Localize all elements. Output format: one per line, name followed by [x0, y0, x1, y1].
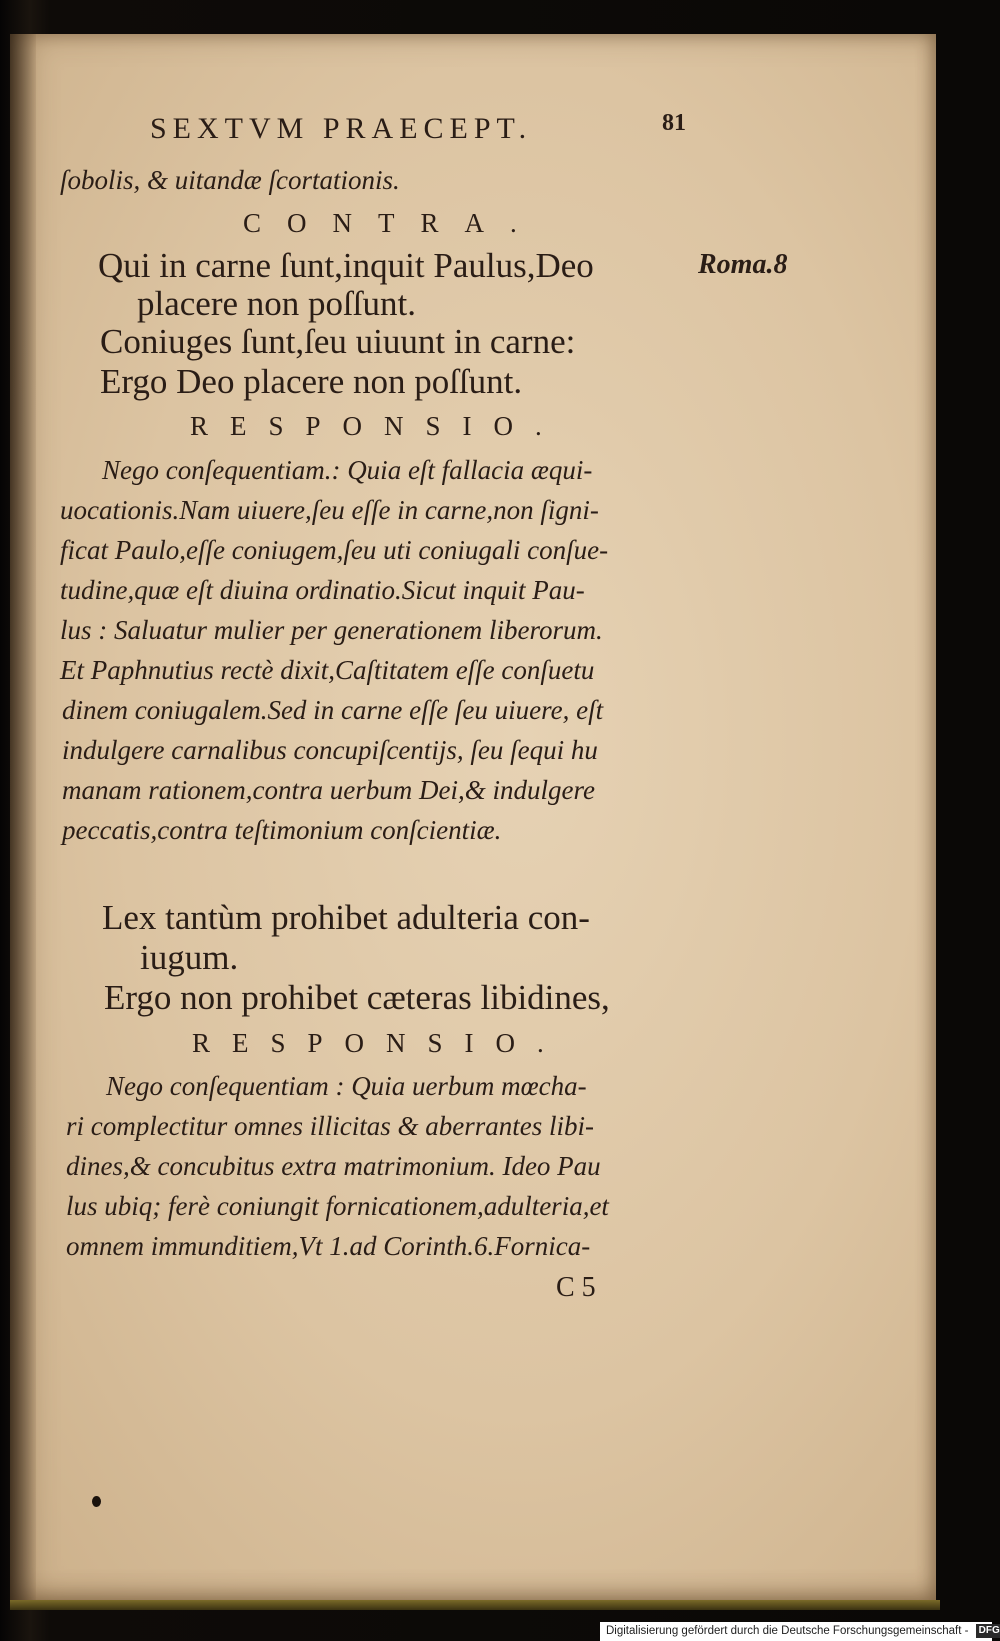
text-line: omnem immunditiem,Vt 1.ad Corinth.6.Fornica-	[66, 1231, 591, 1261]
text-line: iugum.	[140, 938, 239, 977]
text-line: Nego conſequentiam : Quia uerbum mœcha-	[106, 1071, 587, 1101]
text-line: ri complectitur omnes illicitas & aberrantes libi-	[66, 1111, 594, 1141]
text-line: Nego conſequentiam.: Quia eſt fallacia æqui-	[102, 455, 593, 485]
text-line: dinem coniugalem.Sed in carne eſſe ſeu uiuere, eſt	[62, 695, 604, 725]
section-heading: CONTRA.	[243, 208, 543, 238]
page-gutter-shadow	[10, 34, 36, 1602]
text-line: uocationis.Nam uiuere,ſeu eſſe in carne,non ſigni-	[60, 495, 599, 525]
page-bottom-edge	[10, 1600, 940, 1610]
dfg-logo: DFG	[976, 1624, 1000, 1638]
text-line: manam rationem,contra uerbum Dei,& indulgere	[62, 775, 595, 805]
footer-text: Digitalisierung gefördert durch die Deutsche Forschungsgemeinschaft -	[606, 1625, 969, 1637]
text-line: ficat Paulo,eſſe coniugem,ſeu uti coniugali conſue-	[60, 535, 609, 565]
text-line: Et Paphnutius rectè dixit,Caſtitatem eſſe conſuetu	[60, 655, 595, 685]
running-head: SEXTVM PRAECEPT.	[150, 112, 533, 145]
signature-mark: C 5	[556, 1272, 596, 1303]
section-heading: RESPONSIO.	[192, 1028, 566, 1058]
text-line: peccatis,contra teſtimonium conſcientiæ.	[62, 815, 502, 845]
margin-note: Roma.8	[698, 249, 788, 280]
ink-spot	[92, 1496, 101, 1507]
text-line: lus ubiq; ferè coniungit fornicationem,adulteria,et	[66, 1191, 609, 1221]
text-line: Ergo non prohibet cæteras libidines,	[104, 978, 610, 1017]
page-number: 81	[662, 110, 686, 136]
text-line: Ergo Deo placere non poſſunt.	[100, 362, 523, 401]
text-line: Lex tantùm prohibet adulteria con-	[102, 898, 590, 937]
section-heading: RESPONSIO.	[190, 411, 564, 441]
text-line: tudine,quæ eſt diuina ordinatio.Sicut inquit Pau-	[60, 575, 585, 605]
text-line: Qui in carne ſunt,inquit Paulus,Deo	[98, 246, 594, 285]
text-line: lus : Saluatur mulier per generationem liberorum.	[60, 615, 603, 645]
footer-bar	[600, 1622, 1000, 1641]
text-line: indulgere carnalibus concupiſcentijs, ſeu ſequi hu	[62, 735, 598, 765]
text-line: dines,& concubitus extra matrimonium. Ideo Pau	[66, 1151, 601, 1181]
text-line: placere non poſſunt.	[137, 284, 416, 323]
text-line: ſobolis, & uitandæ ſcortationis.	[60, 165, 400, 195]
text-line: Coniuges ſunt,ſeu uiuunt in carne:	[100, 322, 576, 361]
